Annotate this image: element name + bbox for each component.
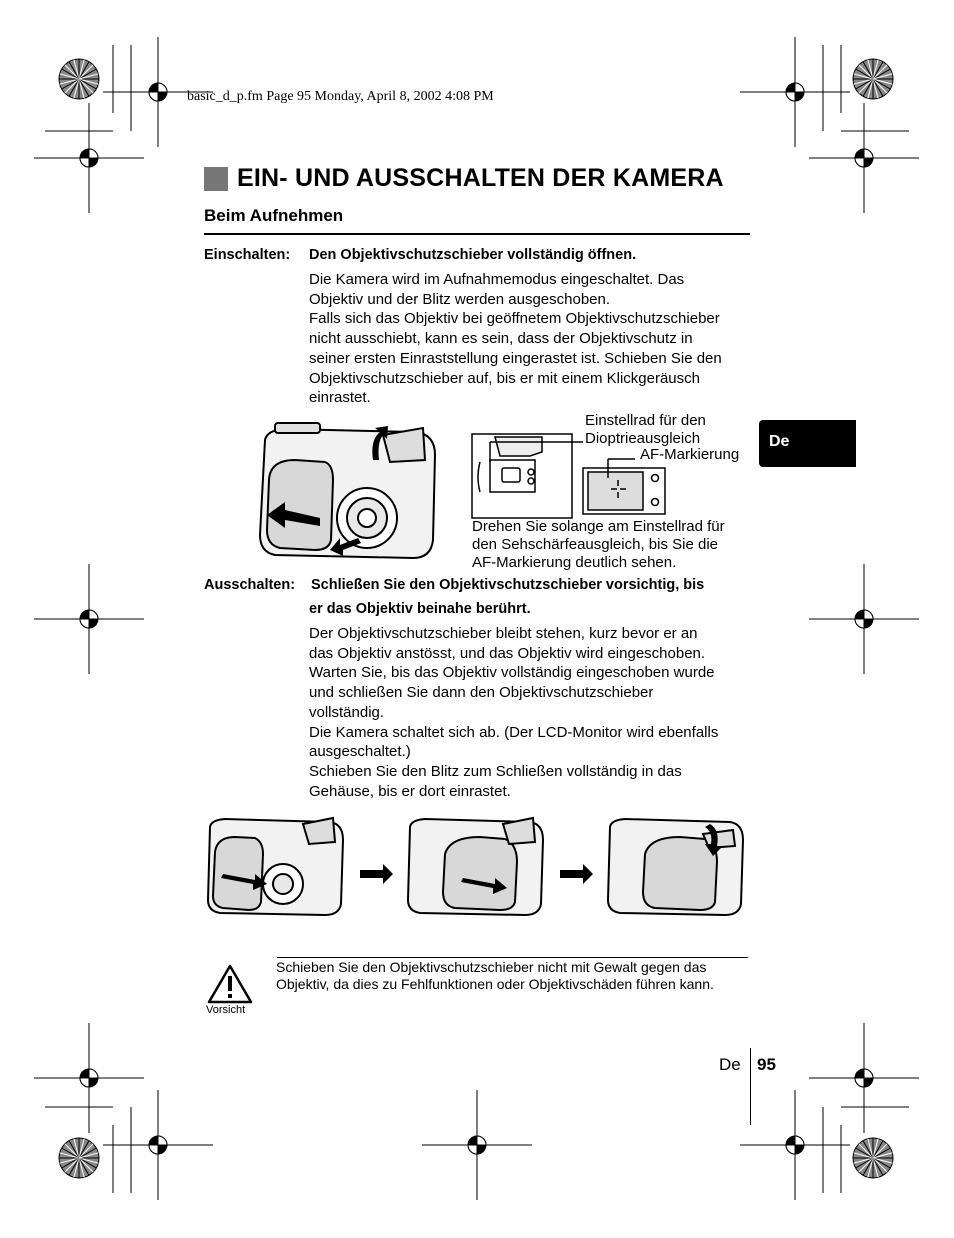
- ausschalten-instruction-2: er das Objektiv beinahe berührt.: [309, 601, 531, 617]
- camera-closing-sequence: [205, 812, 750, 922]
- dial-callout: Einstellrad für den Dioptrieausgleich: [585, 412, 706, 447]
- footer-language: De: [719, 1055, 741, 1074]
- einschalten-label: Einschalten:: [204, 247, 291, 263]
- einschalten-body: Die Kamera wird im Aufnahmemodus eingeschaltet. Das Objektiv und der Blitz werden ausgeschoben. Falls sich das Objektiv bei geöffnetem Objektivschutzschieber nicht ausschiebt, kann es sein, dass der Objektivschutz in seiner ersten Einraststellung eingerastet ist. Schieben Sie den Objektivschutzschieber auf, bis er mit einem Klickgeräusch einrastet.: [309, 271, 722, 407]
- camera-opening-illustration: [255, 420, 440, 565]
- language-tab-de: De: [759, 420, 856, 467]
- ausschalten-label: Ausschalten:: [204, 577, 296, 593]
- warning-triangle-icon: [207, 964, 253, 1004]
- caution-text: Schieben Sie den Objektivschutzschieber nicht mit Gewalt gegen das Objektiv, da dies zu Fehlfunktionen oder Objektivschäden führen kann.: [276, 959, 714, 992]
- section-marker-square: [204, 167, 228, 191]
- page-number: 95: [757, 1055, 776, 1074]
- section-title: EIN- UND AUSSCHALTEN DER KAMERA: [237, 164, 724, 192]
- section-title-block: [204, 164, 724, 193]
- subheading-rule: [204, 233, 750, 235]
- af-mark-callout: AF-Markierung: [640, 446, 740, 463]
- caution-label: Vorsicht: [206, 1004, 246, 1016]
- file-info-header: basic_d_p.fm Page 95 Monday, April 8, 2002 4:08 PM: [187, 89, 494, 104]
- viewfinder-caption: Drehen Sie solange am Einstellrad für den Sehschärfeausgleich, bis Sie die AF-Markierung deutlich sehen.: [472, 518, 725, 571]
- subheading: Beim Aufnehmen: [204, 206, 344, 225]
- einschalten-instruction: Den Objektivschutzschieber vollständig öffnen.: [309, 247, 637, 263]
- ausschalten-instruction-1: Schließen Sie den Objektivschutzschieber vorsichtig, bis: [311, 577, 705, 593]
- ausschalten-body: Der Objektivschutzschieber bleibt stehen, kurz bevor er an das Objektiv anstösst, und das Objektiv wird eingeschoben. Warten Sie, bis das Objektiv vollständig eingeschoben wurde und schließen Sie dann den Objektivschutzschieber vollständig. Die Kamera schaltet sich ab. (Der LCD-Monitor wird ebenfalls ausgeschaltet.) Schieben Sie den Blitz zum Schließen vollständig in das Gehäuse, bis er dort einrastet.: [309, 625, 719, 800]
- footer-divider: [750, 1048, 751, 1125]
- caution-rule: [277, 957, 748, 958]
